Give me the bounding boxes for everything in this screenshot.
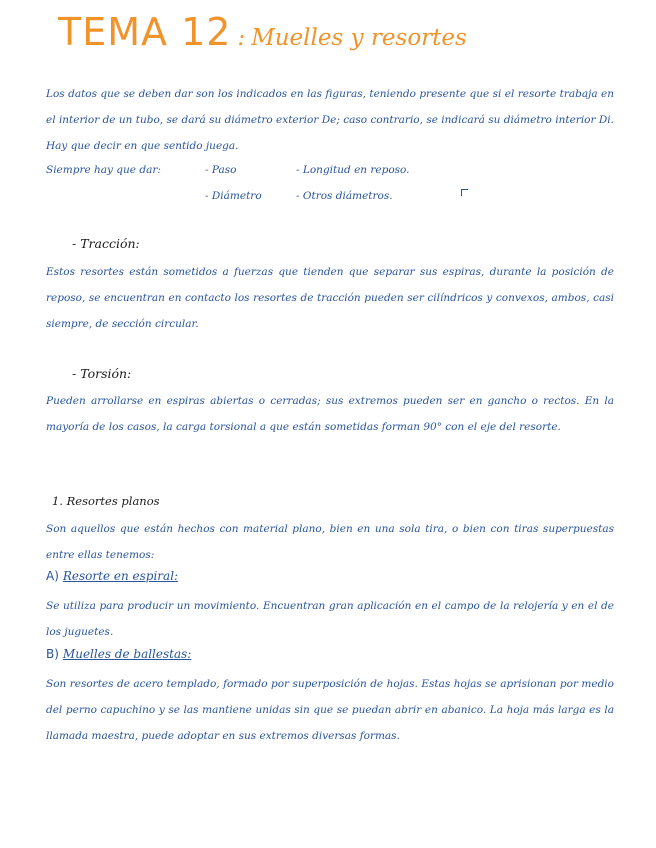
intro-list-lead: Siempre hay que dar: bbox=[46, 164, 161, 176]
intro-paragraph: Los datos que se deben dar son los indicados en las figuras, teniendo presente que si el resorte trabaja en el interior de un tubo, se dará su diámetro exterior De; caso contrario, se indicará su diámetro interior Di. Hay que decir en que sentido juega. bbox=[46, 88, 614, 152]
subsection-b-text: Son resortes de acero templado, formado por superposición de hojas. Estas hojas se aprisionan por medio del perno capuchino y se las mantiene unidas sin que se puedan abrir en abanico. La hoja más larga es la llamada maestra, puede adoptar en sus extremos diversas formas. bbox=[46, 678, 614, 742]
planos-heading: 1. Resortes planos bbox=[52, 494, 160, 508]
subsection-a-text: Se utiliza para producir un movimiento. Encuentran gran aplicación en el campo de la relojería y en el de los juguetes. bbox=[46, 600, 614, 638]
traccion-heading: - Tracción: bbox=[72, 236, 140, 251]
subsection-b-label: Muelles de ballestas: bbox=[62, 647, 192, 661]
planos-paragraph: Son aquellos que están hechos con material plano, bien en una sola tira, o bien con tiras superpuestas entre ellas tenemos: bbox=[46, 523, 614, 561]
title-separator: : bbox=[237, 25, 246, 51]
intro-item-diametro: - Diámetro bbox=[205, 190, 262, 202]
subsection-b-letter: B) bbox=[46, 647, 59, 661]
intro-item-otros: - Otros diámetros. bbox=[296, 190, 393, 202]
pen-mark bbox=[461, 189, 468, 196]
intro-item-paso: - Paso bbox=[205, 164, 237, 176]
title-main: TEMA 12 bbox=[58, 10, 232, 54]
torsion-paragraph: Pueden arrollarse en espiras abiertas o cerradas; sus extremos pueden ser en gancho o rectos. En la mayoría de los casos, la carga torsional a que están sometidas forman 90° con el eje del resorte. bbox=[46, 395, 614, 433]
title-subtitle: Muelles y resortes bbox=[251, 25, 467, 51]
subsection-a-letter: A) bbox=[46, 569, 59, 583]
subsection-a-label: Resorte en espiral: bbox=[62, 569, 179, 583]
subsection-b-heading bbox=[46, 647, 191, 661]
subsection-a-heading bbox=[46, 569, 178, 583]
page-title bbox=[58, 10, 467, 54]
intro-item-longitud: - Longitud en reposo. bbox=[296, 164, 410, 176]
torsion-heading: - Torsión: bbox=[72, 366, 132, 381]
traccion-paragraph: Estos resortes están sometidos a fuerzas que tienden que separar sus espiras, durante la posición de reposo, se encuentran en contacto los resortes de tracción pueden ser cilíndricos y convexos, ambos, casi siempre, de sección circular. bbox=[46, 266, 614, 330]
